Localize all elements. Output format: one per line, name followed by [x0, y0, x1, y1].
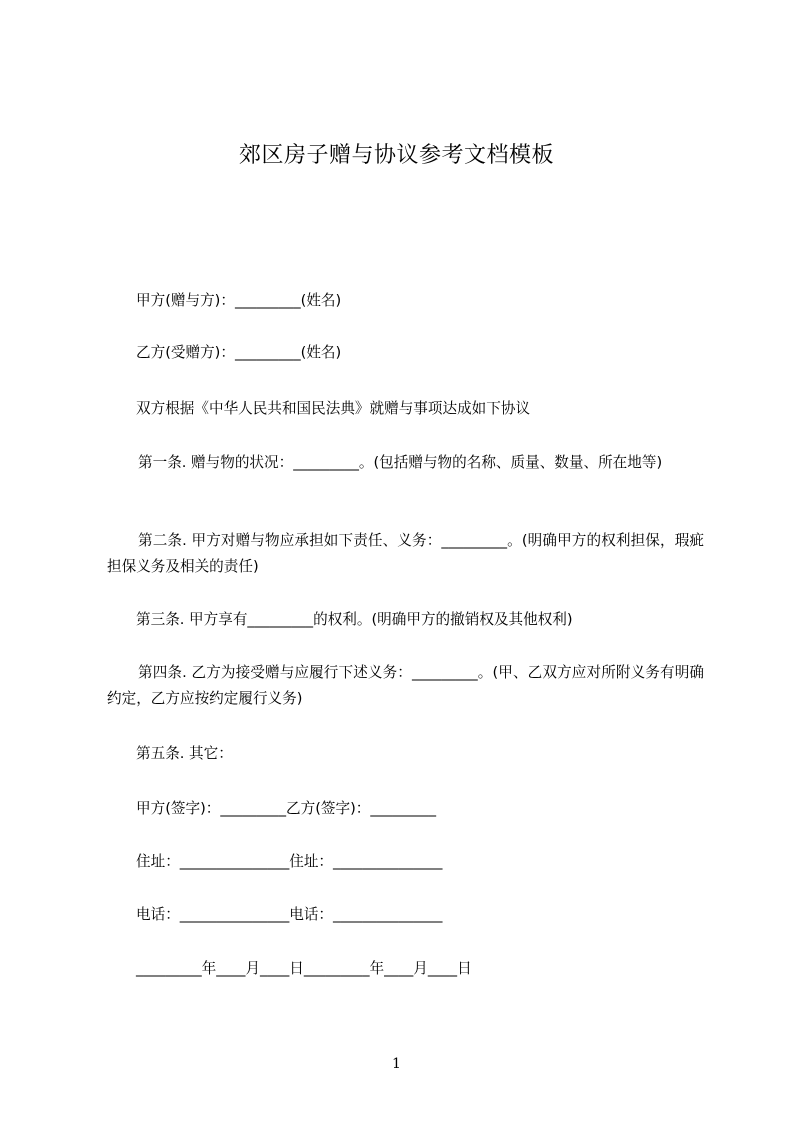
date-line: _________年____月____日_________年____月____日 [136, 960, 472, 977]
article-2-paragraph: 第二条. 甲方对赠与物应承担如下责任、义务：_________。(明确甲方的权利担保，瑕疵担保义务及相关的责任) [107, 532, 704, 575]
document-title: 郊区房子赠与协议参考文档模板 [238, 143, 554, 168]
article-3-paragraph: 第三条. 甲方享有_________的权利。(明确甲方的撤销权及其他权利) [136, 611, 573, 628]
article-5-paragraph: 第五条. 其它： [136, 745, 233, 762]
intro-paragraph: 双方根据《中华人民共和国民法典》就赠与事项达成如下协议 [136, 400, 531, 417]
article-1-paragraph: 第一条. 赠与物的状况：_________。(包括赠与物的名称、质量、数量、所在地等) [138, 454, 663, 471]
party-b-line: 乙方(受赠方)：_________(姓名) [136, 344, 342, 361]
article-4-paragraph: 第四条. 乙方为接受赠与应履行下述义务：_________。(甲、乙双方应对所附义务有明确约定，乙方应按约定履行义务) [107, 664, 704, 707]
party-a-line: 甲方(赠与方)：_________(姓名) [136, 292, 342, 309]
address-line: 住址：_______________住址：_______________ [136, 853, 443, 870]
phone-line: 电话：_______________电话：_______________ [136, 906, 443, 923]
signature-line: 甲方(签字)：_________乙方(签字)：_________ [136, 800, 437, 817]
page-number: 1 [392, 1056, 401, 1072]
